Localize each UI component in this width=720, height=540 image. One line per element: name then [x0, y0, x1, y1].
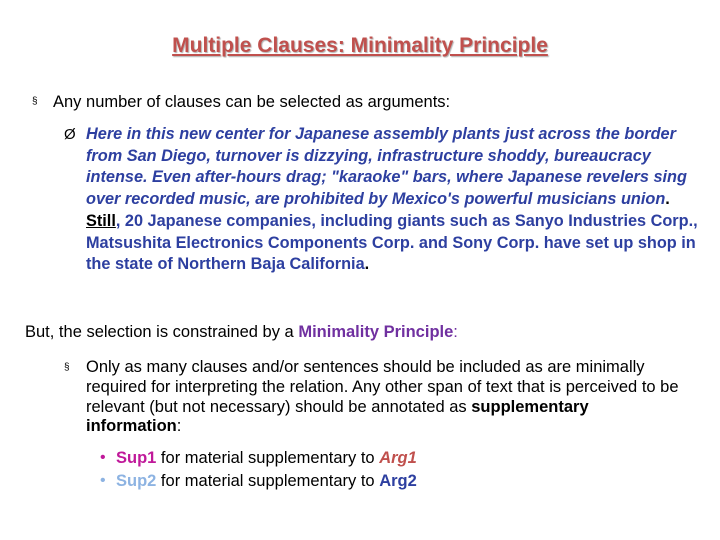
list-item-sup1	[116, 448, 417, 468]
quote-end-period: .	[364, 255, 370, 274]
sup1-description: for material supplementary to	[156, 449, 380, 467]
arg2-label: Arg2	[379, 472, 417, 490]
minimality-principle-term: Minimality Principle	[298, 323, 454, 341]
example-quote	[86, 124, 706, 276]
square-bullet-icon: §	[64, 362, 70, 373]
paragraph-minimality	[25, 322, 458, 342]
sup2-label: Sup2	[116, 472, 157, 490]
square-bullet-icon: §	[32, 96, 38, 107]
quote-connective: Still	[86, 211, 116, 230]
sup2-description: for material supplementary to	[156, 472, 380, 490]
quote-arg2-text: , 20 Japanese companies, including giants such as Sanyo Industries Corp., Matsushita Electronics Components Corp. and Sony Corp. have set up shop in the state of Northern Baja California	[86, 211, 698, 274]
arrow-bullet-icon: Ø	[64, 126, 76, 143]
quote-arg1-text: Here in this new center for Japanese assembly plants just across the border from San Diego, turnover is dizzying, infrastructure shoddy, bureaucracy intense. Even after-hours drag; "karaoke" bars, where Japanese revelers sing over recorded music, are prohibited by Mexico's powerful musicians union	[86, 125, 687, 209]
bullet-text-minimality	[86, 358, 686, 437]
supplementary-information-term: supplementary information	[86, 397, 589, 436]
sup1-label: Sup1	[116, 449, 157, 467]
arg1-label: Arg1	[379, 449, 417, 467]
bullet2-colon: :	[176, 417, 182, 436]
bullet-text-arguments: Any number of clauses can be selected as arguments:	[53, 93, 451, 111]
paragraph-prefix: But, the selection is constrained by a	[25, 323, 299, 341]
quote-period: .	[665, 190, 670, 209]
paragraph-colon: :	[453, 323, 458, 341]
slide-title: Multiple Clauses: Minimality Principle	[172, 34, 548, 57]
dot-bullet-icon: •	[100, 472, 106, 489]
dot-bullet-icon: •	[100, 449, 106, 466]
bullet2-text: Only as many clauses and/or sentences should be included as are minimally required for interpreting the relation. Any other span of text that is perceived to be relevant (but not necessary) should be annotated as	[86, 358, 679, 416]
list-item-sup2	[116, 471, 417, 491]
